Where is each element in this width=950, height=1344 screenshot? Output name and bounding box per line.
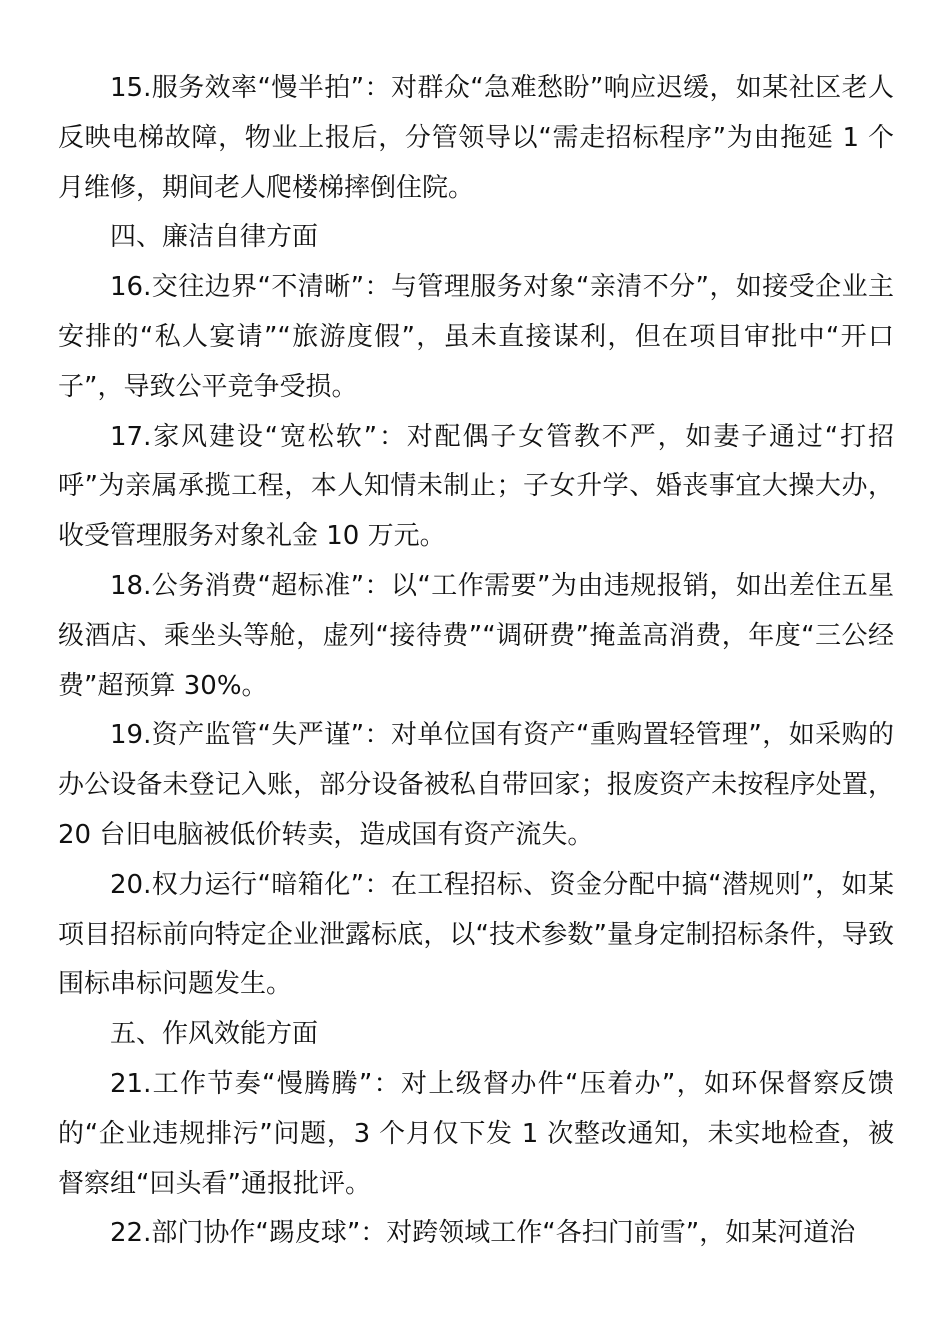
- section-heading-5: 五、作风效能方面: [110, 1019, 319, 1050]
- paragraph-item-15: 15.服务效率“慢半拍”：对群众“急难愁盼”响应迟缓，如某社区老人反映电梯故障，物业上报后，分管领导以“需走招标程序”为由拖延 1 个月维修，期间老人爬楼梯摔倒住院。: [58, 73, 894, 203]
- paragraph-item-19: 19.资产监管“失严谨”：对单位国有资产“重购置轻管理”，如采购的办公设备未登记入账，部分设备被私自带回家；报废资产未按程序处置，20 台旧电脑被低价转卖，造成国有资产流失。: [58, 720, 894, 850]
- document-page: [58, 64, 894, 1259]
- section-heading-4: 四、廉洁自律方面: [110, 222, 319, 253]
- paragraph-item-22: 22.部门协作“踢皮球”：对跨领域工作“各扫门前雪”，如某河道治: [110, 1218, 856, 1249]
- paragraph-item-21: 21.工作节奏“慢腾腾”：对上级督办件“压着办”，如环保督察反馈的“企业违规排污”问题，3 个月仅下发 1 次整改通知，未实地检查，被督察组“回头看”通报批评。: [58, 1068, 894, 1199]
- paragraph-item-17: 17.家风建设“宽松软”：对配偶子女管教不严，如妻子通过“打招呼”为亲属承揽工程，本人知情未制止；子女升学、婚丧事宜大操大办，收受管理服务对象礼金 10 万元。: [58, 421, 894, 552]
- paragraph-item-16: 16.交往边界“不清晰”：与管理服务对象“亲清不分”，如接受企业主安排的“私人宴请”“旅游度假”，虽未直接谋利，但在项目审批中“开口子”，导致公平竞争受损。: [58, 272, 894, 402]
- paragraph-item-18: 18.公务消费“超标准”：以“工作需要”为由违规报销，如出差住五星级酒店、乘坐头等舱，虚列“接待费”“调研费”掩盖高消费，年度“三公经费”超预算 30%。: [58, 570, 894, 701]
- paragraph-item-20: 20.权力运行“暗箱化”：在工程招标、资金分配中搞“潜规则”，如某项目招标前向特定企业泄露标底，以“技术参数”量身定制招标条件，导致围标串标问题发生。: [58, 869, 894, 1000]
